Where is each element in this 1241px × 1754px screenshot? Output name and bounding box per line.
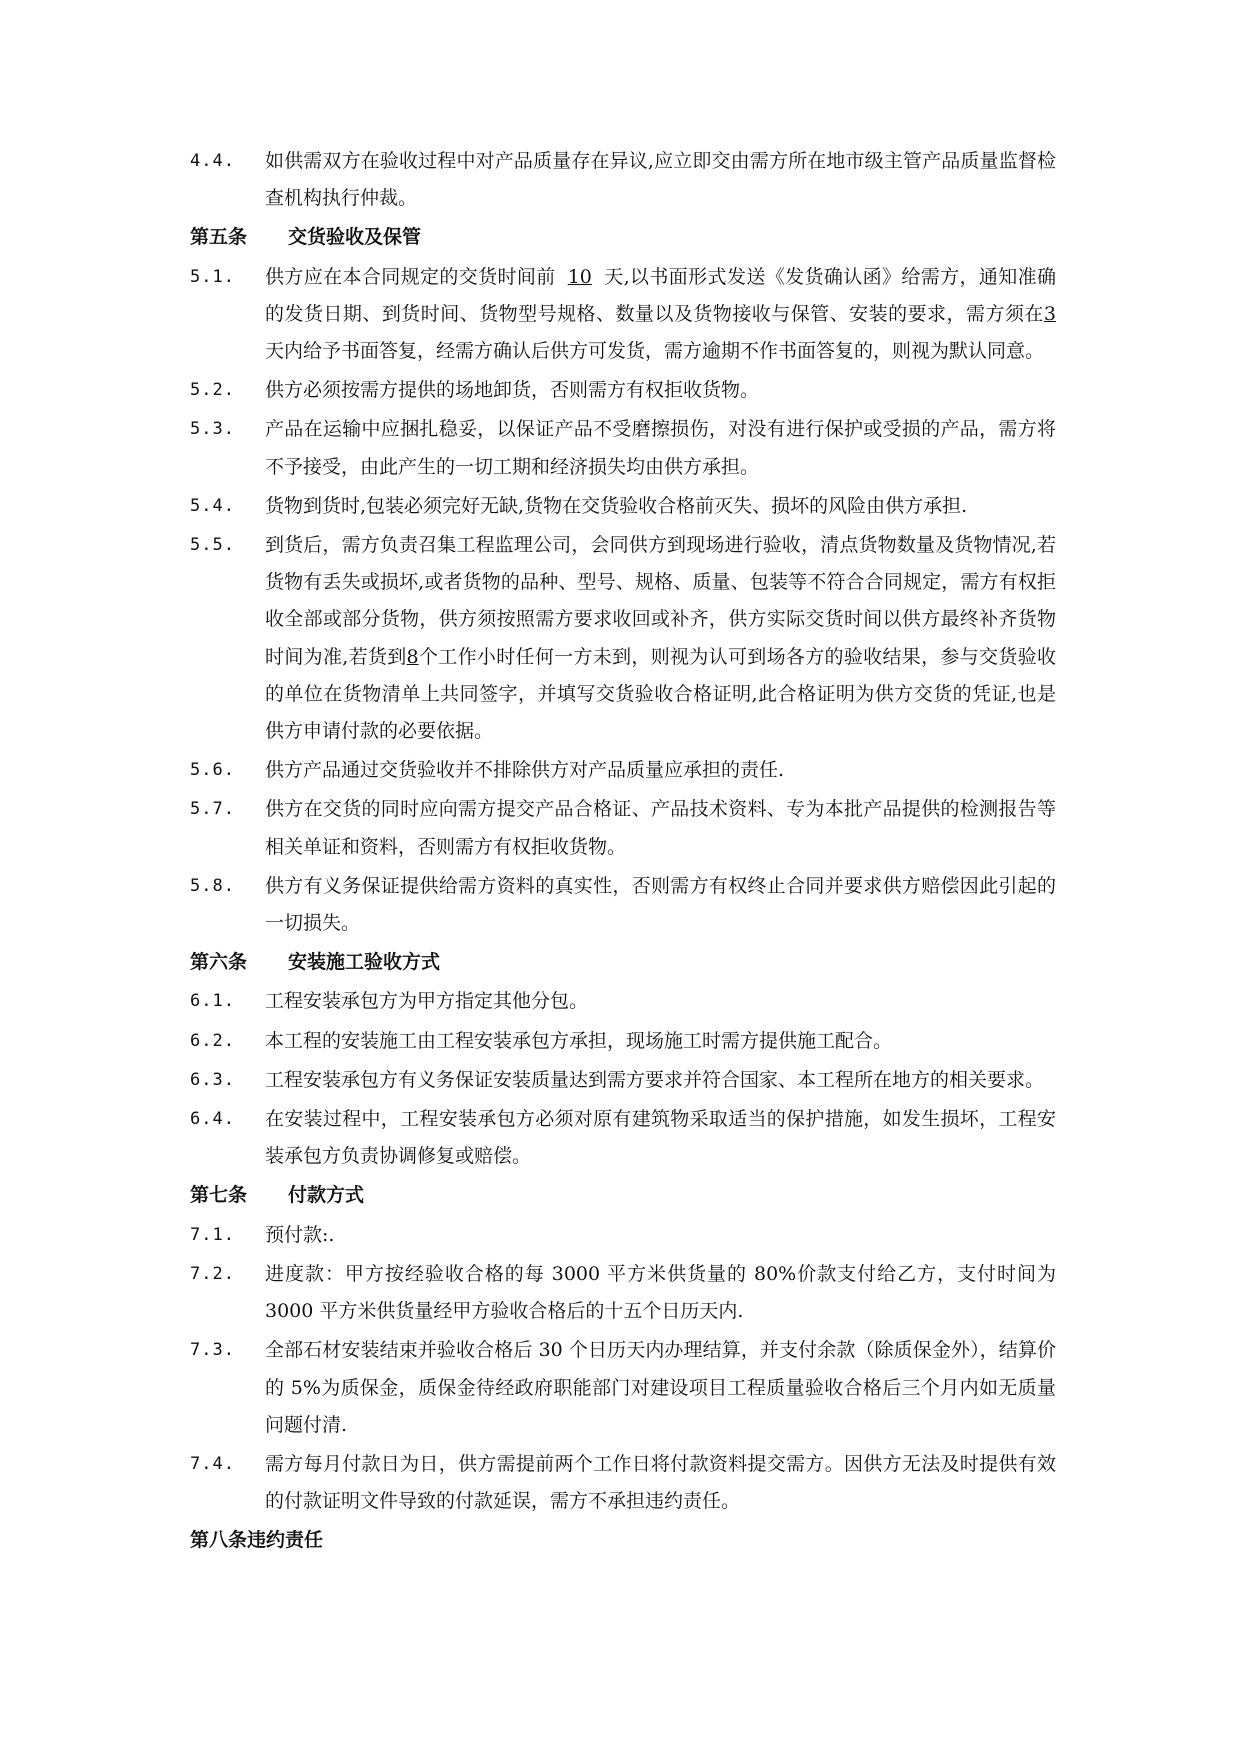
clause-text: 供方有义务保证提供给需方资料的真实性，否则需方有权终止合同并要求供方赔偿因此引起的一切损失。 (265, 874, 1056, 935)
clause-number: 5.2. (190, 380, 235, 401)
clause-text: 供方必须按需方提供的场地卸货，否则需方有权拒收货物。 (265, 379, 760, 402)
article-7-heading (190, 1177, 1056, 1214)
clause-7-2 (190, 1256, 1056, 1330)
clause-text-part: 到货后，需方负责召集工程监理公司，会同供方到现场进行验收，清点货物数量及货物情况,若货物有丢失或损坏,或者货物的品种、型号、规格、质量、包装等不符合合同规定，需方有权拒收全部或部分货物，供方须按照需方要求收回或补齐，供方实际交货时间以供方最终补齐货物时间为准,若货到 (265, 534, 1056, 668)
filled-days-value: 3 (1043, 302, 1056, 325)
clause-5-7 (190, 791, 1056, 865)
clause-5-4 (190, 488, 1056, 525)
article-number: 第五条 (190, 226, 248, 249)
article-title: 第八条违约责任 (190, 1529, 324, 1552)
clause-number: 6.1. (190, 991, 235, 1012)
clause-text: 进度款：甲方按经验收合格的每 3000 平方米供货量的 80%价款支付给乙方，支付时间为 3000 平方米供货量经甲方验收合格后的十五个日历天内. (265, 1262, 1056, 1323)
clause-6-4 (190, 1101, 1056, 1175)
clause-6-1 (190, 983, 1056, 1020)
article-number: 第七条 (190, 1184, 248, 1207)
document-body (190, 143, 1056, 1562)
clause-number: 7.4. (190, 1453, 235, 1474)
clause-number: 7.2. (190, 1263, 235, 1284)
clause-7-1 (190, 1217, 1056, 1254)
article-5-heading (190, 219, 1056, 256)
clause-text-part: 天,以书面形式发送《发货确认函》给需方，通知准确的发货日期、到货时间、货物型号规格、数量以及货物接收与保管、安装的要求，需方须在 (265, 265, 1056, 325)
article-8-heading (190, 1522, 1056, 1559)
clause-text-part: 个工作小时任何一方未到，则视为认可到场各方的验收结果，参与交货验收的单位在货物清单上共同签字，并填写交货验收合格证明,此合格证明为供方交货的凭证,也是供方申请付款的必要依据。 (265, 645, 1056, 743)
clause-number: 5.1. (190, 266, 235, 287)
clause-text: 产品在运输中应捆扎稳妥，以保证产品不受磨擦损伤，对没有进行保护或受损的产品，需方将不予接受，由此产生的一切工期和经济损失均由供方承担。 (265, 418, 1056, 478)
clause-number: 5.5. (190, 535, 235, 556)
clause-text (265, 259, 1056, 371)
clause-number: 4.4. (190, 151, 235, 171)
clause-5-6 (190, 752, 1056, 789)
clause-text: 供方在交货的同时应向需方提交产品合格证、产品技术资料、专为本批产品提供的检测报告等相关单证和资料，否则需方有权拒收货物。 (265, 798, 1056, 858)
clause-text (265, 527, 1056, 750)
article-number: 第六条 (190, 951, 248, 974)
clause-text: 工程安装承包方有义务保证安装质量达到需方要求并符合国家、本工程所在地方的相关要求。 (265, 1068, 1045, 1091)
clause-5-3 (190, 411, 1056, 485)
clause-text: 预付款:. (265, 1223, 335, 1246)
clause-text: 在安装过程中，工程安装承包方必须对原有建筑物采取适当的保护措施，如发生损坏，工程安装承包方负责协调修复或赔偿。 (265, 1108, 1056, 1168)
clause-text: 全部石材安装结束并验收合格后 30 个日历天内办理结算，并支付余款（除质保金外），结算价的 5%为质保金，质保金待经政府职能部门对建设项目工程质量验收合格后三个月内如无质量问题付清. (265, 1339, 1056, 1436)
clause-text-part: 天内给予书面答复，经需方确认后供方可发货，需方逾期不作书面答复的，则视为默认同意。 (265, 340, 1045, 363)
clause-7-4 (190, 1446, 1056, 1520)
clause-5-1 (190, 259, 1056, 371)
clause-number: 5.7. (190, 799, 235, 820)
clause-number: 5.4. (190, 495, 235, 516)
clause-5-8 (190, 868, 1056, 942)
clause-text: 如供需双方在验收过程中对产品质量存在异议,应立即交由需方所在地市级主管产品质量监督检查机构执行仲裁。 (265, 150, 1056, 210)
filled-days-value: 10 (567, 265, 592, 288)
clause-text: 本工程的安装施工由工程安装承包方承担，现场施工时需方提供施工配合。 (265, 1029, 893, 1052)
clause-text: 供方产品通过交货验收并不排除供方对产品质量应承担的责任. (265, 759, 785, 782)
article-title: 交货验收及保管 (288, 226, 422, 249)
clause-text-part: 供方应在本合同规定的交货时间前 (265, 265, 556, 288)
clause-number: 6.3. (190, 1069, 235, 1090)
clause-5-5 (190, 527, 1056, 750)
clause-number: 5.6. (190, 760, 235, 781)
article-title: 付款方式 (288, 1184, 365, 1207)
clause-6-3 (190, 1062, 1056, 1099)
filled-hours-value: 8 (406, 645, 419, 668)
clause-text: 工程安装承包方为甲方指定其他分包。 (265, 990, 589, 1013)
clause-6-2 (190, 1023, 1056, 1060)
clause-number: 5.3. (190, 419, 235, 440)
clause-number: 6.2. (190, 1030, 235, 1051)
clause-number: 6.4. (190, 1109, 235, 1130)
article-6-heading (190, 944, 1056, 981)
article-title: 安装施工验收方式 (288, 951, 441, 974)
clause-4-4 (190, 143, 1056, 217)
clause-7-3 (190, 1332, 1056, 1444)
clause-number: 7.1. (190, 1224, 235, 1245)
clause-text: 需方每月付款日为日，供方需提前两个工作日将付款资料提交需方。因供方无法及时提供有效的付款证明文件导致的付款延误，需方不承担违约责任。 (265, 1452, 1056, 1513)
clause-number: 5.8. (190, 875, 235, 896)
clause-5-2 (190, 372, 1056, 409)
clause-text: 货物到货时,包装必须完好无缺,货物在交货验收合格前灭失、损坏的风险由供方承担. (265, 494, 968, 517)
clause-number: 7.3. (190, 1340, 235, 1361)
